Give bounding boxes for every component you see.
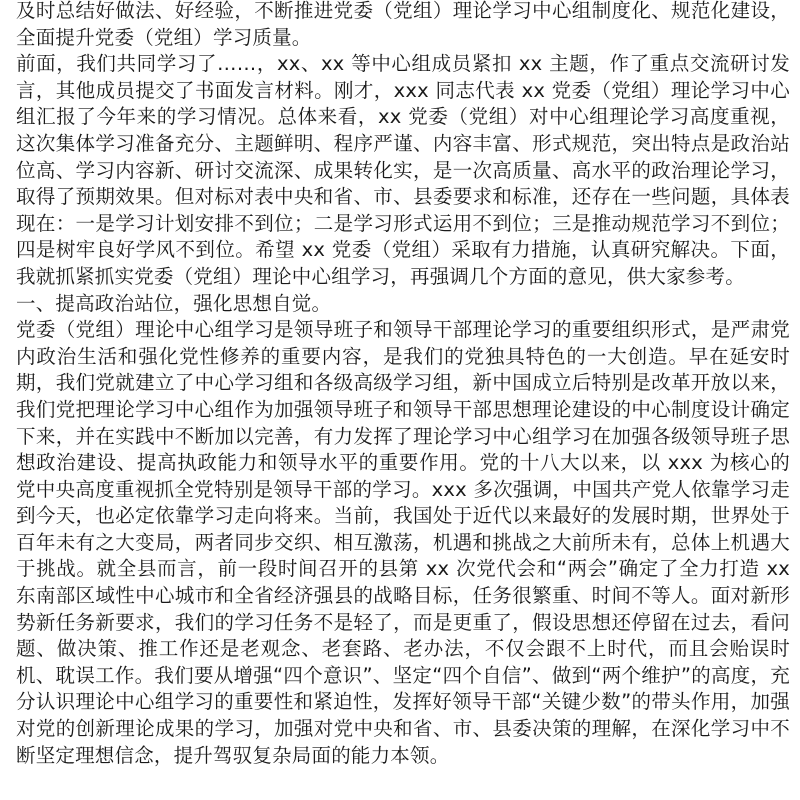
document-body (16, 0, 790, 769)
paragraph-intro-continuation: 及时总结好做法、好经验，不断推进党委（党组）理论学习中心组制度化、规范化建设，全面提升党委（党组）学习质量。 (16, 0, 790, 49)
paragraph-summary: 前面，我们共同学习了……，xx、xx 等中心组成员紧扣 xx 主题，作了重点交流研讨发言，其他成员提交了书面发言材料。刚才，xxx 同志代表 xx 党委（党组）理论学习中心组汇报了今年来的学习情况。总体来看，xx 党委（党组）对中心组理论学习高度重视，这次集体学习准备充分、主题鲜明、程序严谨、内容丰富、形式规范，突出特点是政治站位高、学习内容新、研讨交流深、成果转化实，是一次高质量、高水平的政治理论学习，取得了预期效果。但对标对表中央和省、市、县委要求和标准，还存在一些问题，具体表现在：一是学习计划安排不到位；二是学习形式运用不到位；三是推动规范学习不到位；四是树牢良好学风不到位。希望 xx 党委（党组）采取有力措施，认真研究解决。下面，我就抓紧抓实党委（党组）理论中心组学习，再强调几个方面的意见，供大家参考。 (16, 52, 790, 288)
section-heading-1: 一、提高政治站位，强化思想自觉。 (16, 291, 332, 315)
paragraph-section-1-body: 党委（党组）理论中心组学习是领导班子和领导干部理论学习的重要组织形式，是严肃党内政治生活和强化党性修养的重要内容，是我们的党独具特色的一大创造。早在延安时期，我们党就建立了中心学习组和各级高级学习组，新中国成立后特别是改革开放以来，我们党把理论学习中心组作为加强领导班子和领导干部思想理论建设的中心制度设计确定下来，并在实践中不断加以完善，有力发挥了理论学习中心组学习在加强各级领导班子思想政治建设、提高执政能力和领导水平的重要作用。党的十八大以来，以 xxx 为核心的党中央高度重视抓全党特别是领导干部的学习。xxx 多次强调，中国共产党人依靠学习走到今天，也必定依靠学习走向将来。当前，我国处于近代以来最好的发展时期，世界处于百年未有之大变局，两者同步交织、相互激荡，机遇和挑战之大前所未有，总体上机遇大于挑战。就全县而言，前一段时间召开的县第 xx 次党代会和“两会”确定了全力打造 xx 东南部区域性中心城市和全省经济强县的战略目标，任务很繁重、时间不等人。面对新形势新任务新要求，我们的学习任务不是轻了，而是更重了，假设思想还停留在过去，看问题、做决策、推工作还是老观念、老套路、老办法，不仅会跟不上时代，而且会贻误时机、耽误工作。我们要从增强“四个意识”、坚定“四个自信”、做到“两个维护”的高度，充分认识理论中心组学习的重要性和紧迫性，发挥好领导干部“关键少数”的带头作用，加强对党的创新理论成果的学习，加强对党中央和省、市、县委决策的理解，在深化学习中不断坚定理想信念，提升驾驭复杂局面的能力本领。 (16, 318, 790, 767)
